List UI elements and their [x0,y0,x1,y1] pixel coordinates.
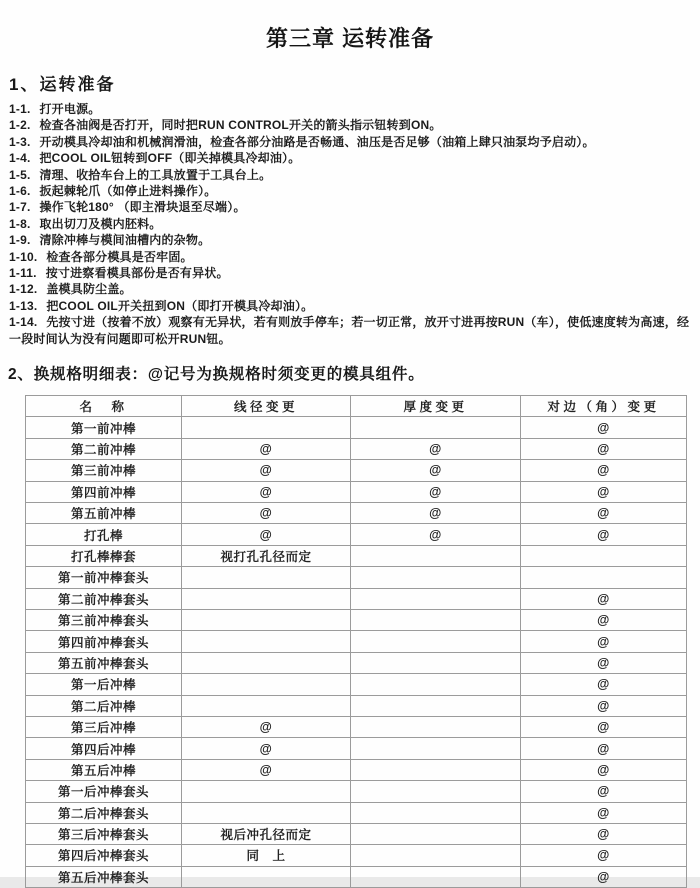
change-mark-cell: @ [351,438,521,459]
table-row [26,567,687,588]
change-mark-cell [182,802,351,823]
spec-table-header-row [26,396,687,417]
change-mark-cell [351,588,521,609]
spec-change-table [25,395,687,888]
change-mark-cell [351,738,521,759]
table-row [26,695,687,716]
change-mark-cell: @ [521,524,687,545]
change-mark-cell: @ [351,481,521,502]
table-row [26,438,687,459]
change-mark-cell: @ [351,503,521,524]
change-mark-cell [182,652,351,673]
change-mark-cell: 视打孔孔径而定 [182,545,351,566]
step-number: 1-9. [9,233,31,248]
step-text: 先按寸进（按着不放）观察有无异状，若有则放手停车；若一切正常，放开寸进再按RUN（车），使低速度转为高速，经一段时间认为没有问题即可松开RUN钮。 [9,315,690,346]
change-mark-cell: @ [182,503,351,524]
change-mark-cell [351,759,521,780]
change-mark-cell: @ [521,481,687,502]
part-name-cell: 第五后冲棒 [26,759,182,780]
list-item [9,298,694,314]
step-number: 1-3. [9,134,31,149]
change-mark-cell [351,545,521,566]
change-mark-cell [351,866,521,887]
list-item [9,101,694,117]
table-row [26,524,687,545]
step-number: 1-14. [9,315,38,330]
section2-heading: 2、换规格明细表：@记号为换规格时须变更的模具组件。 [8,366,425,384]
step-text: 操作飞轮180° （即主滑块退至尽端）。 [39,200,246,215]
table-row [26,417,687,438]
change-mark-cell [351,695,521,716]
list-item [9,199,694,215]
part-name-cell: 打孔棒棒套 [26,545,182,566]
part-name-cell: 第一后冲棒套头 [26,781,182,802]
part-name-cell: 第二前冲棒 [26,438,182,459]
part-name-cell: 第五后冲棒套头 [26,866,182,887]
change-mark-cell [182,631,351,652]
table-row [26,823,687,844]
section-spec-change [0,362,700,888]
step-text: 把COOL OIL钮转到OFF（即关掉模具冷却油）。 [39,151,301,166]
step-number: 1-7. [9,200,31,215]
change-mark-cell [351,845,521,866]
list-item [9,117,694,133]
table-row [26,759,687,780]
change-mark-cell [182,866,351,887]
part-name-cell: 第四前冲棒 [26,481,182,502]
change-mark-cell [351,417,521,438]
change-mark-cell: 同 上 [182,845,351,866]
part-name-cell: 第一前冲棒 [26,417,182,438]
step-number: 1-10. [9,249,38,264]
change-mark-cell [182,567,351,588]
chapter-title: 第三章 运转准备 [265,26,435,51]
table-row [26,588,687,609]
change-mark-cell: @ [351,460,521,481]
step-text: 盖模具防尘盖。 [46,282,132,297]
part-name-cell: 第四后冲棒套头 [26,845,182,866]
change-mark-cell: @ [521,674,687,695]
change-mark-cell: @ [182,481,351,502]
list-item [9,265,694,281]
list-item [9,134,694,150]
part-name-cell: 第四后冲棒 [26,738,182,759]
part-name-cell: 第一后冲棒 [26,674,182,695]
table-row [26,716,687,737]
part-name-cell: 第二后冲棒 [26,695,182,716]
table-row [26,631,687,652]
change-mark-cell: @ [521,845,687,866]
part-name-cell: 第四前冲棒套头 [26,631,182,652]
change-mark-cell: @ [521,460,687,481]
step-text: 扳起棘轮爪（如停止进料操作）。 [39,184,217,199]
list-item [9,249,694,265]
step-number: 1-6. [9,184,31,199]
list-item [9,314,694,347]
change-mark-cell: @ [521,759,687,780]
list-item [9,216,694,232]
list-item [9,232,694,248]
change-mark-cell: @ [521,716,687,737]
change-mark-cell [351,567,521,588]
table-row [26,481,687,502]
table-row [26,781,687,802]
part-name-cell: 第三前冲棒 [26,460,182,481]
change-mark-cell: @ [521,695,687,716]
table-row [26,866,687,887]
change-mark-cell [182,610,351,631]
step-text: 按寸进察看模具部份是否有异状。 [45,266,229,281]
change-mark-cell: @ [521,823,687,844]
table-row [26,503,687,524]
change-mark-cell: @ [182,738,351,759]
step-text: 打开电源。 [39,102,101,116]
change-mark-cell: 视后冲孔径而定 [182,823,351,844]
step-text: 把COOL OIL开关扭到ON（即打开模具冷却油）。 [46,298,314,313]
list-item [9,167,694,183]
step-text: 检查各油阀是否打开，同时把RUN CONTROL开关的箭头指示钮转到ON。 [39,118,442,133]
change-mark-cell: @ [182,438,351,459]
column-header: 线径变更 [182,396,351,417]
change-mark-cell [182,781,351,802]
table-row [26,738,687,759]
list-item [9,150,694,166]
change-mark-cell [182,588,351,609]
table-row [26,674,687,695]
step-number: 1-4. [9,151,31,166]
step-number: 1-11. [9,266,37,281]
change-mark-cell [351,781,521,802]
step-text: 开动模具冷却油和机械润滑油，检查各部分油路是否畅通、油压是否足够（油箱上肆只油泵均予启动）。 [39,134,595,149]
part-name-cell: 第三后冲棒 [26,716,182,737]
list-item [9,281,694,297]
part-name-cell: 第五前冲棒套头 [26,652,182,673]
part-name-cell: 第二前冲棒套头 [26,588,182,609]
table-row [26,652,687,673]
change-mark-cell: @ [521,866,687,887]
change-mark-cell [182,695,351,716]
section1-heading: 1、运转准备 [9,75,116,94]
change-mark-cell [521,567,687,588]
step-number: 1-1. [9,102,31,116]
change-mark-cell: @ [521,738,687,759]
change-mark-cell [351,823,521,844]
step-number: 1-5. [9,167,31,182]
change-mark-cell: @ [351,524,521,545]
change-mark-cell: @ [521,588,687,609]
part-name-cell: 第三后冲棒套头 [26,823,182,844]
change-mark-cell: @ [521,652,687,673]
change-mark-cell: @ [182,716,351,737]
change-mark-cell [351,674,521,695]
part-name-cell: 第一前冲棒套头 [26,567,182,588]
step-number: 1-2. [9,118,31,133]
change-mark-cell: @ [521,631,687,652]
step-text: 取出切刀及模内胚料。 [39,216,162,231]
change-mark-cell [351,716,521,737]
step-number: 1-8. [9,216,31,231]
change-mark-cell: @ [182,460,351,481]
step-number: 1-13. [9,298,38,313]
change-mark-cell: @ [521,417,687,438]
change-mark-cell: @ [521,503,687,524]
change-mark-cell [351,610,521,631]
table-row [26,460,687,481]
spec-table-body [26,417,687,888]
change-mark-cell [351,652,521,673]
change-mark-cell [351,802,521,823]
table-row [26,545,687,566]
table-row [26,802,687,823]
step-text: 清理、收拾车台上的工具放置于工具台上。 [39,167,272,182]
change-mark-cell: @ [521,438,687,459]
change-mark-cell: @ [521,802,687,823]
step-text: 检查各部分模具是否牢固。 [46,249,193,264]
part-name-cell: 第三前冲棒套头 [26,610,182,631]
change-mark-cell: @ [521,610,687,631]
column-header: 对边（角）变更 [521,396,687,417]
table-row [26,845,687,866]
change-mark-cell [521,545,687,566]
change-mark-cell: @ [182,759,351,780]
part-name-cell: 第二后冲棒套头 [26,802,182,823]
change-mark-cell [351,631,521,652]
part-name-cell: 打孔棒 [26,524,182,545]
step-number: 1-12. [9,282,38,297]
step-text: 清除冲棒与模间油槽内的杂物。 [39,233,211,248]
change-mark-cell [182,417,351,438]
column-header: 厚度变更 [351,396,521,417]
list-item [9,183,694,199]
change-mark-cell [182,674,351,695]
change-mark-cell: @ [182,524,351,545]
prep-steps-list [0,101,700,347]
change-mark-cell: @ [521,781,687,802]
section-operation-prep [0,70,700,347]
column-header: 名 称 [26,396,182,417]
part-name-cell: 第五前冲棒 [26,503,182,524]
table-row [26,610,687,631]
